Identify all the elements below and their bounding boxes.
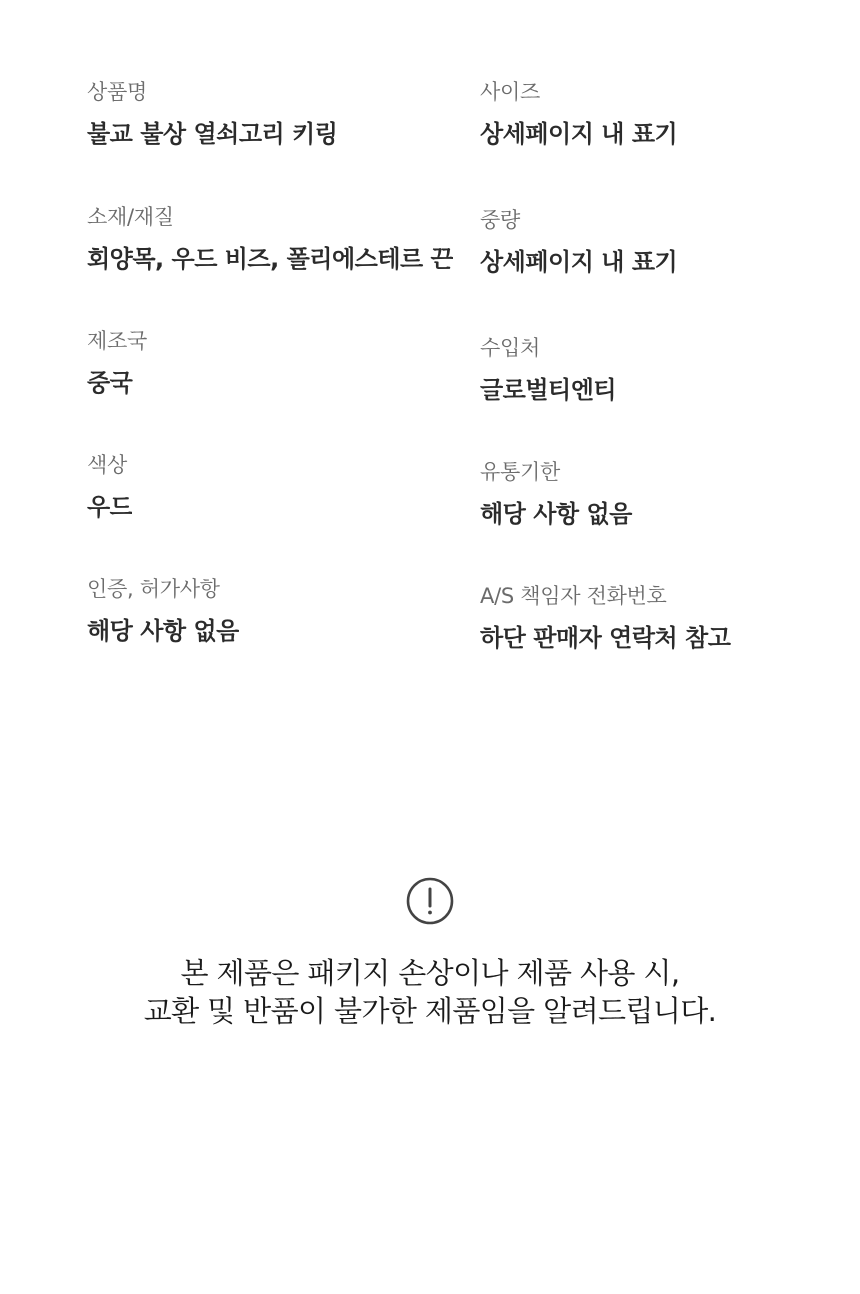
spec-value: 상세페이지 내 표기 xyxy=(480,248,678,276)
spec-value: 해당 사항 없음 xyxy=(480,500,632,528)
notice-line-2: 교환 및 반품이 불가한 제품임을 알려드립니다. xyxy=(143,994,717,1028)
spec-label: 소재/재질 xyxy=(87,205,174,229)
spec-importer xyxy=(480,335,616,405)
spec-certification xyxy=(87,576,239,646)
spec-weight xyxy=(480,207,677,277)
spec-value: 하단 판매자 연락처 참고 xyxy=(480,624,731,652)
spec-origin-country xyxy=(87,328,147,398)
spec-label: 사이즈 xyxy=(480,80,540,104)
spec-value: 중국 xyxy=(87,369,133,397)
exclamation-circle-icon xyxy=(405,876,455,926)
notice xyxy=(0,876,860,1030)
spec-label: 상품명 xyxy=(87,80,147,104)
spec-product-name xyxy=(87,79,337,149)
spec-color xyxy=(87,452,132,522)
spec-label: 중량 xyxy=(480,208,520,232)
spec-label: 제조국 xyxy=(87,329,147,353)
spec-expiration xyxy=(480,459,632,529)
spec-value: 글로벌티엔티 xyxy=(480,376,617,404)
spec-as-contact xyxy=(480,583,730,653)
spec-label: A/S 책임자 전화번호 xyxy=(480,584,667,608)
notice-line-1: 본 제품은 패키지 손상이나 제품 사용 시, xyxy=(180,956,680,990)
spec-label: 인증, 허가사항 xyxy=(87,577,220,601)
spec-value: 해당 사항 없음 xyxy=(87,617,239,645)
spec-value: 회양목, 우드 비즈, 폴리에스테르 끈 xyxy=(87,245,454,273)
spec-value: 우드 xyxy=(87,493,133,521)
spec-value: 불교 불상 열쇠고리 키링 xyxy=(87,120,338,148)
spec-material xyxy=(87,204,453,274)
spec-value: 상세페이지 내 표기 xyxy=(480,120,678,148)
spec-label: 유통기한 xyxy=(480,460,560,484)
spec-label: 색상 xyxy=(87,453,127,477)
notice-text xyxy=(0,954,860,1030)
spec-size xyxy=(480,79,677,149)
spec-label: 수입처 xyxy=(480,336,540,360)
